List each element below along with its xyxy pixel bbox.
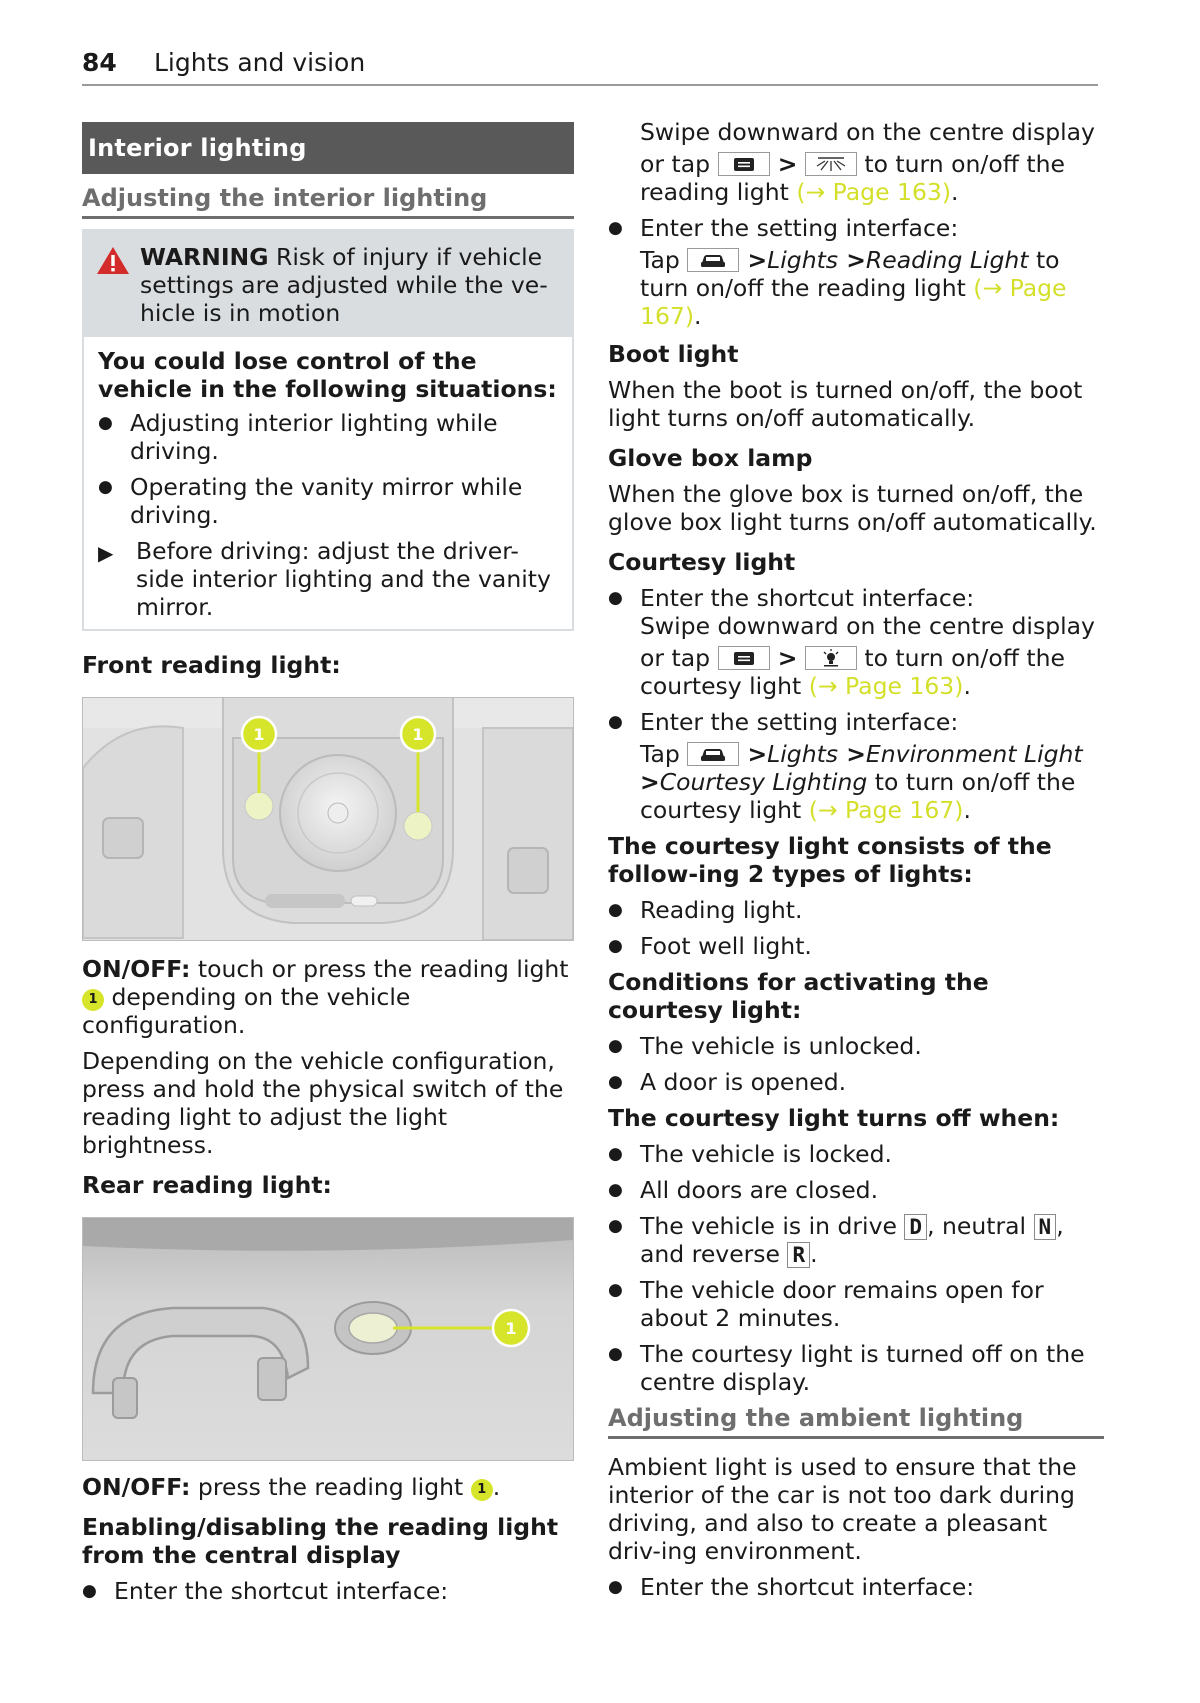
chapter-title: Lights and vision (154, 48, 366, 77)
glove-text: When the glove box is turned on/off, the glove box light turns on/off automatically. (608, 480, 1097, 536)
callout-1: 1 (412, 725, 424, 744)
reading-setting-path: Tap >Lights >Reading Light to turn on/off the reading light (→ Page 167). (640, 246, 1067, 330)
to-turn-reading-text: to turn on/off the reading light (640, 246, 1060, 302)
turn-text: to turn on/off the (864, 150, 1065, 178)
courtesy-setting-list (608, 708, 1104, 736)
rear-reading-light-figure (82, 1217, 574, 1461)
menu-icon (718, 152, 770, 176)
boot-text: When the boot is turned on/off, the boot light turns on/off automatically. (608, 376, 1083, 432)
chevron-right-icon: > (838, 246, 866, 274)
page-number: 84 (82, 48, 117, 77)
chevron-right-icon: > (739, 740, 768, 768)
off-3-text: . (810, 1240, 818, 1268)
warning-body (84, 337, 572, 629)
courtesy-heading: Courtesy light (608, 548, 796, 576)
callout-1: 1 (471, 1479, 493, 1501)
page-header (82, 44, 1098, 86)
courtesy-shortcut-list (608, 584, 1104, 612)
left-column (82, 122, 574, 1613)
rear-on-off: ON/OFF: press the reading light 1 . (82, 1473, 501, 1501)
central-display-heading: Enabling/disabling the reading light from the central display (82, 1513, 559, 1569)
swipe-text: Swipe downward on the centre display (640, 118, 1095, 146)
list-item: ● The courtesy light is turned off on the centre display. (608, 1340, 1104, 1396)
menu-environment: Environment (865, 740, 1017, 768)
courtesy-light-word: courtesy light (640, 672, 802, 700)
front-reading-light-figure (82, 697, 574, 941)
warning-label: WARNING (140, 243, 269, 271)
on-off-label: ON/OFF: (82, 955, 191, 983)
off-3-text: The vehicle is in drive (640, 1212, 905, 1240)
central-bullets (82, 1577, 574, 1605)
page-ref-link[interactable]: (→ Page 167) (640, 274, 1067, 330)
page-ref-link[interactable]: (→ Page 167) (808, 796, 964, 824)
page-ref-link[interactable]: (→ Page 163) (796, 178, 952, 206)
car-icon (687, 248, 739, 272)
rear-reading-heading: Rear reading light: (82, 1171, 332, 1199)
menu-courtesy-lighting: Courtesy Lighting (659, 768, 868, 796)
list-item: ● The vehicle is unlocked. (608, 1032, 1104, 1060)
reading-shortcut: Swipe downward on the centre display or tap > to turn on/off the reading light (→ Page 163). (608, 118, 1104, 206)
warning-header (84, 231, 572, 337)
list-item: ● All doors are closed. (608, 1176, 1104, 1204)
menu-reading-light: Reading Light (865, 246, 1029, 274)
warning-action-text: Before driving: adjust the driver-side interior lighting and the vanity mirror. (136, 537, 551, 621)
list-item: ● Enter the shortcut interface: (82, 1577, 574, 1605)
on-off-label: ON/OFF: (82, 1473, 191, 1501)
warning-action (98, 537, 560, 621)
setting-interface-text: Enter the setting interface: (640, 214, 959, 242)
warning-intro: You could lose control of the vehicle in the following situations: (98, 347, 557, 403)
menu-lights: Lights (767, 740, 839, 768)
front-on-off-text: touch or press the reading light (190, 955, 569, 983)
warning-triangle-icon (96, 245, 130, 281)
front-on-off (82, 955, 574, 1039)
conditions-list (608, 1032, 1104, 1096)
chevron-right-icon: > (769, 150, 798, 178)
reading-setting-list (608, 214, 1104, 242)
menu-lights: Lights (767, 246, 839, 274)
subsection-title: Adjusting the interior lighting (82, 184, 574, 219)
courtesy-shortcut: Swipe downward on the centre display or tap > to turn on/off the courtesy light (→ Page 163). (608, 612, 1104, 700)
rear-on-off-text: press the reading light (190, 1473, 464, 1501)
off-3-text: , (1056, 1212, 1064, 1240)
list-item: ● Enter the shortcut interface: (608, 1573, 1104, 1601)
menu-light: Light (1023, 740, 1083, 768)
glove-heading: Glove box lamp (608, 444, 813, 472)
page-ref-link[interactable]: (→ Page 163) (808, 672, 964, 700)
off-3-text: and reverse (640, 1240, 788, 1268)
list-item: ● Adjusting interior lighting while driving. (98, 409, 560, 465)
warning-box (82, 229, 574, 631)
ambient-list (608, 1573, 1104, 1601)
right-column (608, 118, 1104, 1609)
front-brightness-text: Depending on the vehicle configuration, press and hold the physical switch of the reading light to adjust the light brightness. (82, 1047, 564, 1159)
section-title: Interior lighting (82, 122, 574, 174)
chevron-right-icon: > (739, 246, 768, 274)
chevron-right-icon: > (838, 740, 866, 768)
list-item: ● Foot well light. (608, 932, 1104, 960)
warning-bullets (98, 409, 560, 529)
off-heading: The courtesy light turns off when: (608, 1104, 1060, 1132)
shortcut-interface-text: Enter the shortcut interface: (640, 584, 975, 612)
chevron-right-icon: > (640, 768, 660, 796)
front-reading-heading: Front reading light: (82, 651, 341, 679)
gear-r-badge: R (787, 1242, 810, 1268)
or-tap-text: or tap (640, 644, 711, 672)
off-list (608, 1140, 1104, 1396)
list-item: ● A door is opened. (608, 1068, 1104, 1096)
callout-1: 1 (82, 989, 104, 1011)
list-item: ● The vehicle door remains open for about 2 minutes. (608, 1276, 1104, 1332)
list-item: ● Reading light. (608, 896, 1104, 924)
to-turn-courtesy-text: to turn on/off the courtesy light (640, 768, 1076, 824)
ambient-heading: Adjusting the ambient lighting (608, 1404, 1104, 1439)
menu-icon (718, 646, 770, 670)
car-icon (687, 742, 739, 766)
or-tap-text: or tap (640, 150, 711, 178)
tap-text: Tap (640, 740, 680, 768)
reading-light-word: reading light (640, 178, 789, 206)
warning-headline: Risk of injury if vehicle settings are adjusted while the ve-hicle is in motion (140, 243, 548, 327)
types-heading: The courtesy light consists of the follow-ing 2 types of lights: (608, 832, 1052, 888)
swipe-text: Swipe downward on the centre display (640, 612, 1095, 640)
setting-interface-text: Enter the setting interface: (640, 708, 959, 736)
callout-1: 1 (505, 1319, 517, 1338)
gear-d-badge: D (904, 1214, 927, 1240)
list-item: ● Operating the vanity mirror while driving. (98, 473, 560, 529)
tap-text: Tap (640, 246, 680, 274)
list-item: ● The vehicle is locked. (608, 1140, 1104, 1168)
turn-text: to turn on/off the (864, 644, 1065, 672)
courtesy-setting-path: Tap >Lights >Environment Light >Courtesy Lighting to turn on/off the courtesy light (→ Page 167). (640, 740, 1083, 824)
types-list (608, 896, 1104, 960)
conditions-heading: Conditions for activating the courtesy light: (608, 968, 989, 1024)
boot-heading: Boot light (608, 340, 739, 368)
gear-n-badge: N (1034, 1214, 1057, 1240)
ambient-text: Ambient light is used to ensure that the interior of the car is not too dark during driving, and also to create a pleasant driv-ing environment. (608, 1453, 1077, 1565)
reading-light-icon (805, 152, 857, 176)
off-3-text: , neutral (927, 1212, 1034, 1240)
callout-1: 1 (253, 725, 265, 744)
list-item (608, 1212, 1104, 1268)
courtesy-light-icon (805, 646, 857, 670)
front-on-off-text-2: depending on the vehicle configuration. (82, 983, 411, 1039)
chevron-right-icon: > (769, 644, 798, 672)
triangle-right-icon: ▶ (98, 541, 114, 565)
